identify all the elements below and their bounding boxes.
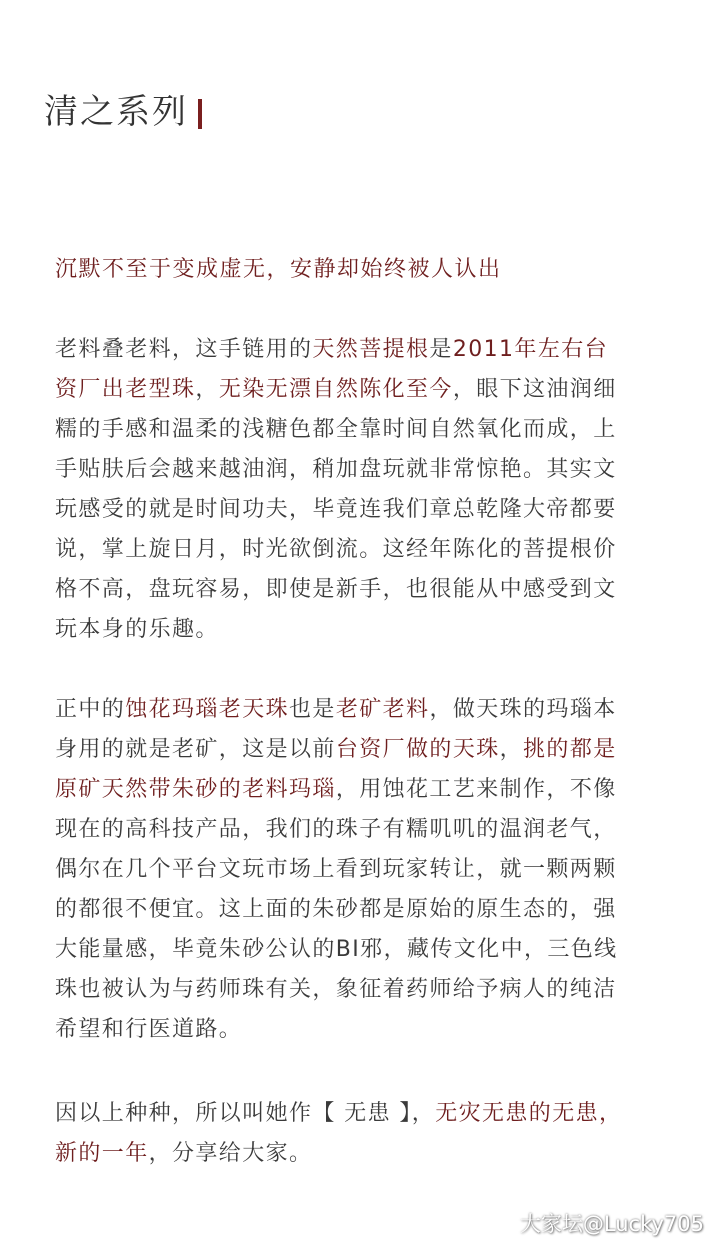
text-segment: 现在的高科技产品，我们的珠子有糯叽叽的温润老气， bbox=[55, 817, 617, 842]
text-segment: 糯的手感和温柔的浅糖色都全靠时间自然氧化而成，上 bbox=[55, 417, 617, 442]
text-segment: 玩本身的乐趣。 bbox=[55, 617, 219, 642]
subtitle: 沉默不至于变成虚无，安静却始终被人认出 bbox=[55, 257, 502, 282]
paragraph bbox=[55, 330, 673, 650]
paragraph-line bbox=[55, 890, 673, 930]
paragraph-line bbox=[55, 850, 673, 890]
paragraph-line bbox=[55, 330, 673, 370]
text-segment: 珠也被认为与药师珠有关，象征着药师给予病人的纯洁 bbox=[55, 977, 617, 1002]
text-segment: 的都很不便宜。这上面的朱砂都是原始的原生态的，强 bbox=[55, 897, 617, 922]
page-title: 清之系列 bbox=[44, 92, 188, 132]
highlighted-text: 无灾无患的无患， bbox=[435, 1101, 623, 1126]
paragraph-line bbox=[55, 1094, 673, 1134]
highlighted-text: 蚀花玛瑙老天珠 bbox=[125, 697, 290, 722]
text-segment: 是 bbox=[429, 337, 453, 362]
text-segment: 大能量感，毕竟朱砂公认的BI邪，藏传文化中，三色线 bbox=[55, 937, 618, 962]
paragraph-line bbox=[55, 410, 673, 450]
text-segment: 身用的就是老矿，这是以前 bbox=[55, 737, 336, 762]
paragraph-line bbox=[55, 1010, 673, 1050]
highlighted-text: 天然菩提根 bbox=[312, 337, 430, 362]
text-segment: 也是 bbox=[289, 697, 336, 722]
paragraph-line bbox=[55, 610, 673, 650]
highlighted-text: 原矿天然带朱砂的老料玛瑙 bbox=[55, 777, 336, 802]
paragraph-line bbox=[55, 530, 673, 570]
text-segment: 说，掌上旋日月，时光欲倒流。这经年陈化的菩提根价 bbox=[55, 537, 617, 562]
text-segment: 希望和行医道路。 bbox=[55, 1017, 243, 1042]
paragraph-line bbox=[55, 450, 673, 490]
text-segment: 因以上种种，所以叫她作【 无患 】， bbox=[55, 1101, 436, 1126]
paragraph-line bbox=[55, 930, 673, 970]
paragraph-line bbox=[55, 490, 673, 530]
text-segment: ， bbox=[499, 737, 524, 762]
text-segment: ，做天珠的玛瑙本 bbox=[429, 697, 617, 722]
paragraph bbox=[55, 690, 673, 1050]
highlighted-text: 老矿老料 bbox=[335, 697, 430, 722]
text-segment: 手贴肤后会越来越油润，稍加盘玩就非常惊艳。其实文 bbox=[55, 457, 617, 482]
text-segment: ，用蚀花工艺来制作，不像 bbox=[335, 777, 617, 802]
title-accent-bar bbox=[198, 99, 202, 129]
highlighted-text: 挑的都是 bbox=[523, 737, 617, 762]
text-segment: 正中的 bbox=[55, 697, 126, 722]
highlighted-text: 新的一年 bbox=[55, 1141, 149, 1166]
paragraph-line bbox=[55, 810, 673, 850]
paragraph-line bbox=[55, 730, 673, 770]
paragraph-line bbox=[55, 570, 673, 610]
highlighted-text: 2011年左右台 bbox=[452, 337, 609, 362]
highlighted-text: 台资厂做的天珠 bbox=[335, 737, 500, 762]
paragraph-line bbox=[55, 970, 673, 1010]
watermark: 大家坛@Lucky705 bbox=[519, 1212, 704, 1236]
paragraph-line bbox=[55, 370, 673, 410]
paragraph-line bbox=[55, 1134, 673, 1174]
highlighted-text: 无染无漂自然陈化至今 bbox=[218, 377, 453, 402]
text-segment: 玩感受的就是时间功夫，毕竟连我们章总乾隆大帝都要 bbox=[55, 497, 617, 522]
paragraph-line bbox=[55, 690, 673, 730]
paragraph-line bbox=[55, 770, 673, 810]
text-segment: 格不高，盘玩容易，即使是新手，也很能从中感受到文 bbox=[55, 577, 617, 602]
text-segment: ，眼下这油润细 bbox=[452, 377, 617, 402]
title-block bbox=[44, 86, 202, 138]
paragraph bbox=[55, 1094, 673, 1174]
highlighted-text: 资厂出老型珠 bbox=[55, 377, 196, 402]
text-segment: ，分享给大家。 bbox=[148, 1141, 313, 1166]
text-segment: 偶尔在几个平台文玩市场上看到玩家转让，就一颗两颗 bbox=[55, 857, 617, 882]
text-segment: ， bbox=[195, 377, 219, 402]
text-segment: 老料叠老料，这手链用的 bbox=[55, 337, 313, 362]
